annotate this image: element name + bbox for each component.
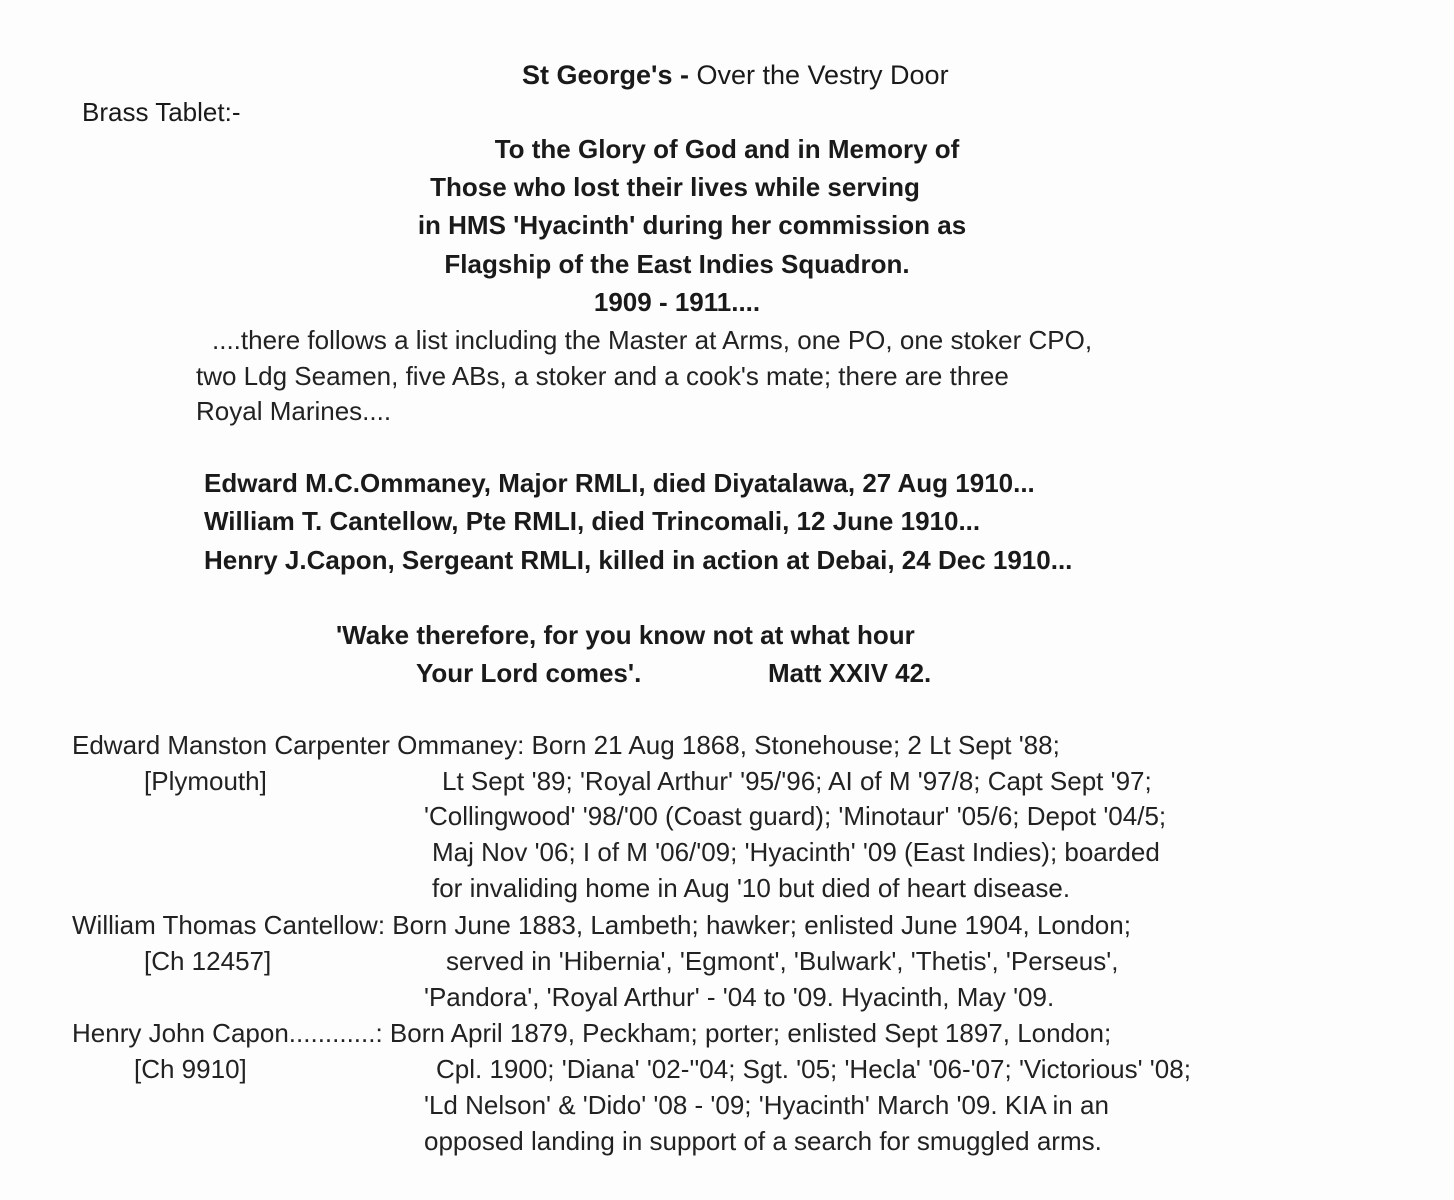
inscription-line: Those who lost their lives while serving [430, 172, 920, 202]
summary-line: Royal Marines.... [196, 396, 392, 426]
location-heading [522, 60, 949, 91]
marine-entry: Edward M.C.Ommaney, Major RMLI, died Diyatalawa, 27 Aug 1910... [204, 468, 1035, 498]
bio-name: Edward Manston Carpenter Ommaney [72, 730, 518, 760]
bio-line: Lt Sept '89; 'Royal Arthur' '95/'96; AI of M '97/8; Capt Sept '97; [442, 766, 1152, 796]
bio-first-line [72, 910, 1131, 941]
tablet-label: Brass Tablet:- [82, 97, 241, 127]
summary-line: two Ldg Seamen, five ABs, a stoker and a cook's mate; there are three [196, 361, 1009, 391]
location-heading-bold: St George's - [522, 60, 689, 90]
bio-first-line [72, 730, 1060, 761]
summary-line: ....there follows a list including the Master at Arms, one PO, one stoker CPO, [212, 325, 1093, 355]
bio-line: served in 'Hibernia', 'Egmont', 'Bulwark', 'Thetis', 'Perseus', [446, 946, 1119, 976]
bio-tag: [Ch 9910] [134, 1054, 247, 1084]
bio-line: opposed landing in support of a search for smuggled arms. [424, 1126, 1102, 1156]
bio-name: Henry John Capon............ [72, 1018, 376, 1048]
bio-line: Cpl. 1900; 'Diana' '02-''04; Sgt. '05; 'Hecla' '06-'07; 'Victorious' '08; [436, 1054, 1191, 1084]
bio-tag: [Plymouth] [144, 766, 267, 796]
verse-reference: Matt XXIV 42. [768, 658, 932, 688]
bio-line: 'Ld Nelson' & 'Dido' '08 - '09; 'Hyacinth' March '09. KIA in an [424, 1090, 1109, 1120]
marine-entry: William T. Cantellow, Pte RMLI, died Trincomali, 12 June 1910... [204, 506, 981, 536]
bio-line: 'Collingwood' '98/'00 (Coast guard); 'Minotaur' '05/6; Depot '04/5; [424, 801, 1167, 831]
inscription-line: Flagship of the East Indies Squadron. [444, 249, 910, 279]
bio-name: William Thomas Cantellow [72, 910, 378, 940]
location-heading-rest: Over the Vestry Door [688, 60, 949, 90]
bio-tag: [Ch 12457] [144, 946, 272, 976]
bio-line: Maj Nov '06; I of M '06/'09; 'Hyacinth' '09 (East Indies); boarded [432, 837, 1160, 867]
bio-line: for invaliding home in Aug '10 but died of heart disease. [432, 873, 1071, 903]
bio-text: : Born June 1883, Lambeth; hawker; enlisted June 1904, London; [377, 910, 1131, 940]
inscription-dates: 1909 - 1911.... [593, 287, 761, 317]
bio-text: : Born April 1879, Peckham; porter; enlisted Sept 1897, London; [375, 1018, 1112, 1048]
inscription-line: To the Glory of God and in Memory of [494, 134, 960, 164]
bio-text: : Born 21 Aug 1868, Stonehouse; 2 Lt Sept '88; [517, 730, 1060, 760]
verse-line: 'Wake therefore, for you know not at what hour [336, 620, 915, 650]
bio-line: 'Pandora', 'Royal Arthur' - '04 to '09. Hyacinth, May '09. [424, 982, 1055, 1012]
marine-entry: Henry J.Capon, Sergeant RMLI, killed in action at Debai, 24 Dec 1910... [204, 545, 1073, 575]
inscription-line: in HMS 'Hyacinth' during her commission as [417, 210, 967, 240]
bio-first-line [72, 1018, 1111, 1049]
verse-line: Your Lord comes'. [416, 658, 642, 688]
